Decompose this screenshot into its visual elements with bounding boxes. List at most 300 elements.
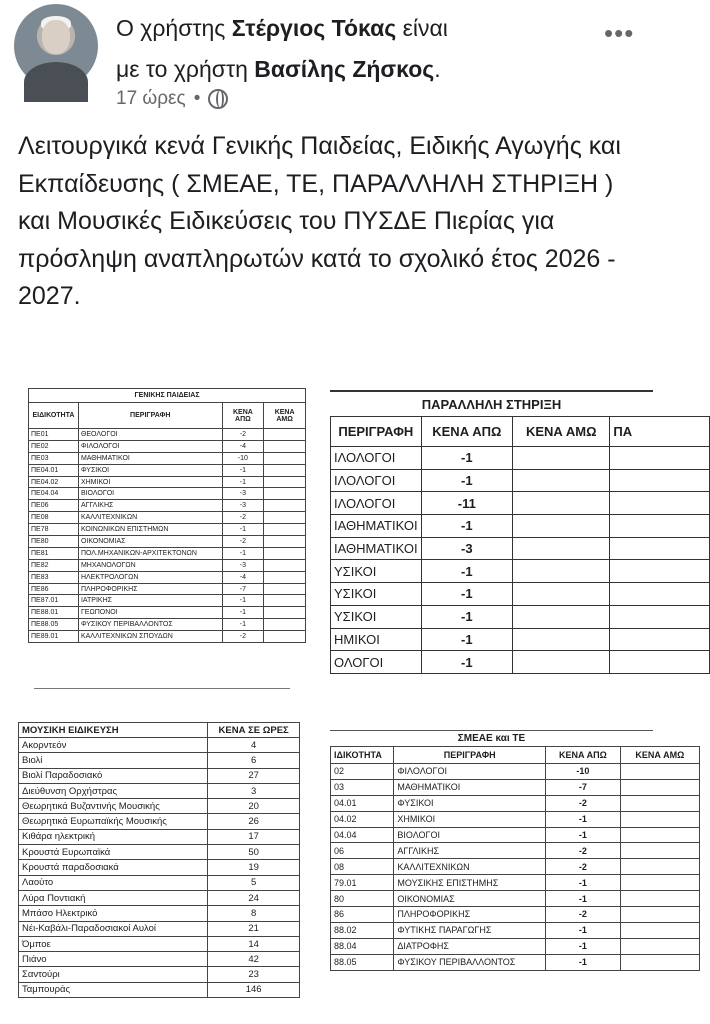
- smeae-header-apo: ΚΕΝΑ ΑΠΩ: [546, 747, 621, 764]
- post-tag-line: [116, 55, 586, 83]
- parallel-support-table: [330, 390, 653, 674]
- general-table-cell: ΓΕΩΠΟΝΟΙ: [78, 607, 222, 619]
- general-table-cell: ΚΑΛΛΙΤΕΧΝΙΚΩΝ: [78, 512, 222, 524]
- general-header-amo: ΚΕΝΑ ΑΜΩ: [264, 403, 306, 429]
- parallel-table-cell: -11: [421, 492, 512, 515]
- parallel-table-cell: [513, 651, 610, 674]
- music-table-cell: 20: [208, 799, 300, 814]
- music-table-row: [19, 952, 300, 967]
- general-table-cell: -1: [222, 464, 264, 476]
- music-table-row: [19, 906, 300, 921]
- music-table-row: [19, 845, 300, 860]
- general-table-cell: ΠΕ08: [29, 512, 79, 524]
- general-education-table: [28, 388, 306, 643]
- music-table-cell: 23: [208, 967, 300, 982]
- general-table-cell: -1: [222, 476, 264, 488]
- smeae-table-row: [331, 795, 700, 811]
- meta-separator: •: [193, 88, 201, 109]
- parallel-table-cell: [513, 537, 610, 560]
- parallel-table-row: [331, 560, 710, 583]
- music-table-cell: 4: [208, 738, 300, 753]
- general-table-cell: ΑΓΓΛΙΚΗΣ: [78, 500, 222, 512]
- music-table-row: [19, 814, 300, 829]
- general-table-cell: [264, 559, 306, 571]
- parallel-table-cell: [610, 605, 710, 628]
- general-table-cell: ΠΛΗΡΟΦΟΡΙΚΗΣ: [78, 583, 222, 595]
- smeae-table-row: [331, 938, 700, 954]
- general-table-cell: ΚΟΙΝΩΝΙΚΩΝ ΕΠΙΣΤΗΜΩΝ: [78, 524, 222, 536]
- music-specialties-table: [18, 722, 300, 998]
- parallel-table-cell: [513, 447, 610, 470]
- parallel-table-row: [331, 492, 710, 515]
- smeae-table-body: [331, 764, 700, 971]
- smeae-table-cell: 88.02: [331, 922, 394, 938]
- general-table-cell: ΠΟΛ.ΜΗΧΑΝΙΚΩΝ-ΑΡΧΙΤΕΚΤΟΝΩΝ: [78, 547, 222, 559]
- music-table-row: [19, 738, 300, 753]
- smeae-table-cell: -2: [546, 843, 621, 859]
- music-table-row: [19, 921, 300, 936]
- music-table-row: [19, 829, 300, 844]
- general-table-cell: ΠΕ03: [29, 452, 79, 464]
- parallel-table-row: [331, 605, 710, 628]
- general-table-cell: ΠΕ88.01: [29, 607, 79, 619]
- parallel-table-cell: [513, 560, 610, 583]
- general-table-row: [29, 607, 306, 619]
- general-table-row: [29, 464, 306, 476]
- music-table-cell: Θεωρητικά Ευρωπαϊκής Μουσικής: [19, 814, 208, 829]
- smeae-table-cell: ΑΓΓΛΙΚΗΣ: [394, 843, 546, 859]
- smeae-table-row: [331, 859, 700, 875]
- music-table-cell: 8: [208, 906, 300, 921]
- parallel-table-cell: ΟΛΟΓΟΙ: [331, 651, 422, 674]
- smeae-table-cell: [620, 954, 699, 970]
- parallel-table-title: ΠΑΡΑΛΛΗΛΗ ΣΤΗΡΙΞΗ: [330, 390, 653, 416]
- general-table-cell: ΠΕ83: [29, 571, 79, 583]
- general-table-cell: ΗΛΕΚΤΡΟΛΟΓΩΝ: [78, 571, 222, 583]
- music-table-cell: Ακορντεόν: [19, 738, 208, 753]
- parallel-table-cell: ΙΛΟΛΟΓΟΙ: [331, 492, 422, 515]
- smeae-table-cell: 80: [331, 891, 394, 907]
- general-table-cell: ΠΕ02: [29, 440, 79, 452]
- smeae-table-cell: -7: [546, 779, 621, 795]
- music-table-row: [19, 753, 300, 768]
- smeae-table-cell: -2: [546, 795, 621, 811]
- general-table-row: [29, 631, 306, 643]
- parallel-table-cell: [513, 469, 610, 492]
- parallel-table-cell: [610, 469, 710, 492]
- music-header-specialty: ΜΟΥΣΙΚΗ ΕΙΔΙΚΕΥΣΗ: [19, 723, 208, 738]
- parallel-table-row: [331, 537, 710, 560]
- general-table-cell: -3: [222, 500, 264, 512]
- smeae-table-cell: [620, 907, 699, 923]
- general-table-cell: -2: [222, 512, 264, 524]
- smeae-table-cell: [620, 843, 699, 859]
- smeae-table-title: ΣΜΕΑΕ και ΤΕ: [330, 730, 653, 746]
- general-table-cell: [264, 631, 306, 643]
- music-table-cell: 19: [208, 860, 300, 875]
- smeae-table-cell: -1: [546, 938, 621, 954]
- smeae-table-row: [331, 827, 700, 843]
- tagged-user-link[interactable]: Βασίλης Ζήσκος: [254, 56, 435, 82]
- parallel-table-cell: -1: [421, 447, 512, 470]
- smeae-table-cell: 02: [331, 764, 394, 780]
- smeae-table-cell: ΦΥΣΙΚΟΙ: [394, 795, 546, 811]
- smeae-table-cell: ΠΛΗΡΟΦΟΡΙΚΗΣ: [394, 907, 546, 923]
- general-table-cell: [264, 429, 306, 441]
- smeae-table-cell: ΦΥΣΙΚΟΥ ΠΕΡΙΒΑΛΛΟΝΤΟΣ: [394, 954, 546, 970]
- smeae-table-cell: [620, 891, 699, 907]
- general-table-cell: [264, 464, 306, 476]
- smeae-table-cell: -2: [546, 859, 621, 875]
- parallel-table-row: [331, 583, 710, 606]
- general-table-cell: [264, 500, 306, 512]
- parallel-table-cell: -1: [421, 515, 512, 538]
- music-table-row: [19, 783, 300, 798]
- music-table-cell: Βιολί: [19, 753, 208, 768]
- smeae-table-cell: ΦΙΛΟΛΟΓΟΙ: [394, 764, 546, 780]
- music-table-cell: Βιολί Παραδοσιακό: [19, 768, 208, 783]
- parallel-table-cell: ΗΜΙΚΟΙ: [331, 628, 422, 651]
- smeae-table-cell: ΚΑΛΛΙΤΕΧΝΙΚΩΝ: [394, 859, 546, 875]
- smeae-table-cell: [620, 779, 699, 795]
- general-table-row: [29, 547, 306, 559]
- smeae-table-cell: ΦΥΤΙΚΗΣ ΠΑΡΑΓΩΓΗΣ: [394, 922, 546, 938]
- music-table-row: [19, 936, 300, 951]
- general-table-cell: ΠΕ80: [29, 536, 79, 548]
- smeae-table-cell: 04.01: [331, 795, 394, 811]
- general-table-cell: [264, 452, 306, 464]
- general-table-row: [29, 440, 306, 452]
- music-table-cell: 21: [208, 921, 300, 936]
- parallel-table-cell: [610, 651, 710, 674]
- parallel-table-cell: [610, 537, 710, 560]
- general-table-cell: -4: [222, 440, 264, 452]
- general-table-cell: ΠΕ87.01: [29, 595, 79, 607]
- general-table-cell: ΦΥΣΙΚΟΙ: [78, 464, 222, 476]
- music-table-row: [19, 799, 300, 814]
- smeae-table-cell: 86: [331, 907, 394, 923]
- general-table-cell: ΚΑΛΛΙΤΕΧΝΙΚΩΝ ΣΠΟΥΔΩΝ: [78, 631, 222, 643]
- general-table-cell: ΠΕ78: [29, 524, 79, 536]
- parallel-table-cell: ΙΑΘΗΜΑΤΙΚΟΙ: [331, 515, 422, 538]
- parallel-table-cell: -1: [421, 605, 512, 628]
- general-table-cell: ΠΕ88.05: [29, 619, 79, 631]
- parallel-header-description: ΠΕΡΙΓΡΑΦΗ: [331, 417, 422, 447]
- general-table-cell: [264, 619, 306, 631]
- smeae-table-cell: [620, 764, 699, 780]
- general-table-cell: ΙΑΤΡΙΚΗΣ: [78, 595, 222, 607]
- smeae-table-cell: -10: [546, 764, 621, 780]
- general-table-cell: ΟΙΚΟΝΟΜΙΑΣ: [78, 536, 222, 548]
- smeae-table-cell: 06: [331, 843, 394, 859]
- music-table-row: [19, 967, 300, 982]
- general-table-cell: ΦΥΣΙΚΟΥ ΠΕΡΙΒΑΛΛΟΝΤΟΣ: [78, 619, 222, 631]
- general-table-cell: ΠΕ04.02: [29, 476, 79, 488]
- general-table-cell: -4: [222, 571, 264, 583]
- tag-period: .: [434, 56, 441, 82]
- general-table-row: [29, 571, 306, 583]
- parallel-table-cell: -1: [421, 583, 512, 606]
- music-table-cell: Κιθάρα ηλεκτρική: [19, 829, 208, 844]
- general-table-cell: ΠΕ01: [29, 429, 79, 441]
- smeae-table-cell: [620, 875, 699, 891]
- tag-prefix: με το χρήστη: [116, 56, 255, 82]
- general-table-cell: -1: [222, 619, 264, 631]
- smeae-table-cell: [620, 827, 699, 843]
- parallel-table-cell: [610, 515, 710, 538]
- general-table-cell: ΦΙΛΟΛΟΓΟΙ: [78, 440, 222, 452]
- post-timestamp[interactable]: 17 ώρες: [116, 88, 186, 109]
- parallel-table-cell: -1: [421, 469, 512, 492]
- avatar-head: [42, 20, 70, 54]
- parallel-header-amo: ΚΕΝΑ ΑΜΩ: [513, 417, 610, 447]
- parallel-table-cell: ΙΑΘΗΜΑΤΙΚΟΙ: [331, 537, 422, 560]
- smeae-table-cell: [620, 859, 699, 875]
- general-table-cell: [264, 536, 306, 548]
- smeae-table-cell: ΔΙΑΤΡΟΦΗΣ: [394, 938, 546, 954]
- general-table-cell: [264, 547, 306, 559]
- general-table-body: [29, 429, 306, 643]
- general-table-cell: [264, 476, 306, 488]
- smeae-table-cell: ΒΙΟΛΟΓΟΙ: [394, 827, 546, 843]
- divider-line: [34, 688, 290, 689]
- music-table-cell: Λύρα Ποντιακή: [19, 890, 208, 905]
- avatar-shoulders: [24, 62, 88, 102]
- smeae-table-row: [331, 891, 700, 907]
- parallel-table-row: [331, 628, 710, 651]
- smeae-table-cell: 88.05: [331, 954, 394, 970]
- globe-icon[interactable]: [208, 89, 228, 109]
- music-table-cell: 146: [208, 982, 300, 997]
- music-table-cell: 50: [208, 845, 300, 860]
- music-table-row: [19, 875, 300, 890]
- general-table-cell: -1: [222, 595, 264, 607]
- smeae-table-cell: -2: [546, 907, 621, 923]
- smeae-table-cell: -1: [546, 875, 621, 891]
- smeae-table-cell: 04.02: [331, 811, 394, 827]
- parallel-header-extra: ΠΑ: [610, 417, 710, 447]
- general-table-cell: ΠΕ81: [29, 547, 79, 559]
- smeae-table-cell: [620, 811, 699, 827]
- music-table-cell: Ταμπουράς: [19, 982, 208, 997]
- general-table-cell: [264, 524, 306, 536]
- parallel-table-cell: -1: [421, 651, 512, 674]
- general-table-cell: [264, 440, 306, 452]
- parallel-table-body: [331, 447, 710, 674]
- parallel-table-cell: -1: [421, 560, 512, 583]
- smeae-table-cell: -1: [546, 891, 621, 907]
- general-table-row: [29, 488, 306, 500]
- general-table-cell: -3: [222, 488, 264, 500]
- general-table-cell: -2: [222, 429, 264, 441]
- parallel-table-row: [331, 651, 710, 674]
- smeae-table-row: [331, 875, 700, 891]
- parallel-table-cell: ΥΣΙΚΟΙ: [331, 605, 422, 628]
- general-table-cell: ΠΕ04.04: [29, 488, 79, 500]
- music-table-cell: Πιάνο: [19, 952, 208, 967]
- smeae-table-cell: 88.04: [331, 938, 394, 954]
- author-middle: είναι: [396, 15, 448, 41]
- smeae-table-row: [331, 954, 700, 970]
- music-table-cell: 24: [208, 890, 300, 905]
- general-header-specialty: ΕΙΔΙΚΟΤΗΤΑ: [29, 403, 79, 429]
- parallel-table-row: [331, 515, 710, 538]
- smeae-table-cell: 04.04: [331, 827, 394, 843]
- parallel-table-row: [331, 447, 710, 470]
- general-table-cell: ΠΕ86: [29, 583, 79, 595]
- general-table-cell: ΘΕΟΛΟΓΟΙ: [78, 429, 222, 441]
- smeae-te-table: [330, 730, 685, 971]
- general-table-cell: -2: [222, 631, 264, 643]
- smeae-table-cell: [620, 795, 699, 811]
- music-table-cell: 27: [208, 768, 300, 783]
- music-table-row: [19, 890, 300, 905]
- music-table-cell: 3: [208, 783, 300, 798]
- parallel-table-row: [331, 469, 710, 492]
- general-table-cell: [264, 595, 306, 607]
- general-table-cell: ΜΑΘΗΜΑΤΙΚΟΙ: [78, 452, 222, 464]
- general-table-cell: -2: [222, 536, 264, 548]
- general-table-row: [29, 500, 306, 512]
- music-table-cell: Μπάσο Ηλεκτρικό: [19, 906, 208, 921]
- post-meta: [116, 88, 228, 110]
- music-table-cell: 42: [208, 952, 300, 967]
- general-table-cell: -7: [222, 583, 264, 595]
- smeae-table-cell: 08: [331, 859, 394, 875]
- parallel-table-cell: [513, 605, 610, 628]
- music-table-row: [19, 982, 300, 997]
- smeae-table-cell: 03: [331, 779, 394, 795]
- parallel-table-cell: [513, 583, 610, 606]
- general-table-cell: -1: [222, 547, 264, 559]
- smeae-table-cell: -1: [546, 922, 621, 938]
- music-table-row: [19, 860, 300, 875]
- general-table-cell: [264, 488, 306, 500]
- smeae-table-cell: ΧΗΜΙΚΟΙ: [394, 811, 546, 827]
- general-table-row: [29, 583, 306, 595]
- music-table-cell: Όμποε: [19, 936, 208, 951]
- parallel-table-cell: [610, 492, 710, 515]
- smeae-table-cell: ΜΟΥΣΙΚΗΣ ΕΠΙΣΤΗΜΗΣ: [394, 875, 546, 891]
- parallel-table-cell: [610, 447, 710, 470]
- smeae-table-cell: -1: [546, 827, 621, 843]
- general-header-description: ΠΕΡΙΓΡΑΦΗ: [78, 403, 222, 429]
- general-table-cell: -1: [222, 524, 264, 536]
- smeae-table-row: [331, 779, 700, 795]
- music-table-body: [19, 738, 300, 998]
- parallel-table-cell: [513, 515, 610, 538]
- music-table-cell: Σαντούρι: [19, 967, 208, 982]
- post-author-line: [116, 14, 586, 42]
- general-table-cell: ΧΗΜΙΚΟΙ: [78, 476, 222, 488]
- smeae-table-cell: ΟΙΚΟΝΟΜΙΑΣ: [394, 891, 546, 907]
- parallel-table-cell: -1: [421, 628, 512, 651]
- post-body-text: Λειτουργικά κενά Γενικής Παιδείας, Ειδικής Αγωγής και Εκπαίδευσης ( ΣΜΕΑΕ, ΤΕ, ΠΑΡΑΛΛΗΛΗ ΣΤΗΡΙΞΗ ) και Μουσικές Ειδικεύσεις του ΠΥΣΔΕ Πιερίας για πρόσληψη αναπληρωτών κατά το σχολικό έτος 2026 - 2027.: [18, 132, 621, 310]
- general-table-title: ΓΕΝΙΚΗΣ ΠΑΙΔΕΙΑΣ: [29, 389, 306, 403]
- smeae-table-cell: -1: [546, 811, 621, 827]
- parallel-table-cell: [513, 628, 610, 651]
- parallel-table-cell: ΥΣΙΚΟΙ: [331, 583, 422, 606]
- general-table-row: [29, 524, 306, 536]
- general-table-row: [29, 559, 306, 571]
- music-table-cell: 5: [208, 875, 300, 890]
- general-table-row: [29, 536, 306, 548]
- parallel-table-cell: [610, 560, 710, 583]
- smeae-header-description: ΠΕΡΙΓΡΑΦΗ: [394, 747, 546, 764]
- general-table-cell: [264, 512, 306, 524]
- smeae-table-cell: -1: [546, 954, 621, 970]
- music-table-cell: Διεύθυνση Ορχήστρας: [19, 783, 208, 798]
- parallel-table-cell: ΥΣΙΚΟΙ: [331, 560, 422, 583]
- music-table-cell: 26: [208, 814, 300, 829]
- parallel-table-cell: [610, 583, 710, 606]
- music-table-cell: Κρουστά παραδοσιακά: [19, 860, 208, 875]
- parallel-table-cell: ΙΛΟΛΟΓΟΙ: [331, 447, 422, 470]
- smeae-table-cell: ΜΑΘΗΜΑΤΙΚΟΙ: [394, 779, 546, 795]
- general-table-cell: ΜΗΧΑΝΟΛΟΓΩΝ: [78, 559, 222, 571]
- author-name-link[interactable]: Στέργιος Τόκας: [231, 15, 397, 41]
- music-table-cell: Κρουστά Ευρωπαϊκά: [19, 845, 208, 860]
- post-header: [0, 0, 653, 120]
- smeae-table-row: [331, 843, 700, 859]
- general-header-apo: ΚΕΝΑ ΑΠΩ: [222, 403, 264, 429]
- music-table-cell: 6: [208, 753, 300, 768]
- general-table-row: [29, 512, 306, 524]
- smeae-table-cell: 79.01: [331, 875, 394, 891]
- more-options-icon[interactable]: •••: [604, 18, 635, 48]
- smeae-header-amo: ΚΕΝΑ ΑΜΩ: [620, 747, 699, 764]
- music-header-hours: ΚΕΝΑ ΣΕ ΩΡΕΣ: [208, 723, 300, 738]
- general-table-row: [29, 476, 306, 488]
- author-prefix: Ο χρήστης: [116, 15, 232, 41]
- general-table-cell: ΠΕ06: [29, 500, 79, 512]
- smeae-table-row: [331, 764, 700, 780]
- parallel-table-cell: ΙΛΟΛΟΓΟΙ: [331, 469, 422, 492]
- smeae-table-row: [331, 811, 700, 827]
- general-table-cell: -3: [222, 559, 264, 571]
- smeae-table-row: [331, 922, 700, 938]
- smeae-table-row: [331, 907, 700, 923]
- music-table-row: [19, 768, 300, 783]
- music-table-cell: 17: [208, 829, 300, 844]
- parallel-table-cell: -3: [421, 537, 512, 560]
- avatar[interactable]: [14, 4, 98, 88]
- music-table-cell: Νέι-Καβάλι-Παραδοσιακοί Αυλοί: [19, 921, 208, 936]
- general-table-row: [29, 595, 306, 607]
- general-table-row: [29, 619, 306, 631]
- general-table-cell: [264, 583, 306, 595]
- music-table-cell: 14: [208, 936, 300, 951]
- general-table-cell: ΠΕ04.01: [29, 464, 79, 476]
- smeae-table-cell: [620, 938, 699, 954]
- music-table-cell: Θεωρητικά Βυζαντινής Μουσικής: [19, 799, 208, 814]
- general-table-cell: ΠΕ82: [29, 559, 79, 571]
- smeae-table-cell: [620, 922, 699, 938]
- general-table-cell: -10: [222, 452, 264, 464]
- general-table-cell: ΒΙΟΛΟΓΟΙ: [78, 488, 222, 500]
- general-table-row: [29, 429, 306, 441]
- general-table-row: [29, 452, 306, 464]
- parallel-table-cell: [610, 628, 710, 651]
- parallel-table-cell: [513, 492, 610, 515]
- parallel-header-apo: ΚΕΝΑ ΑΠΩ: [421, 417, 512, 447]
- general-table-cell: [264, 571, 306, 583]
- general-table-cell: -1: [222, 607, 264, 619]
- general-table-cell: [264, 607, 306, 619]
- general-table-cell: ΠΕ89.01: [29, 631, 79, 643]
- smeae-header-specialty: ΙΔΙΚΟΤΗΤΑ: [331, 747, 394, 764]
- music-table-cell: Λαούτο: [19, 875, 208, 890]
